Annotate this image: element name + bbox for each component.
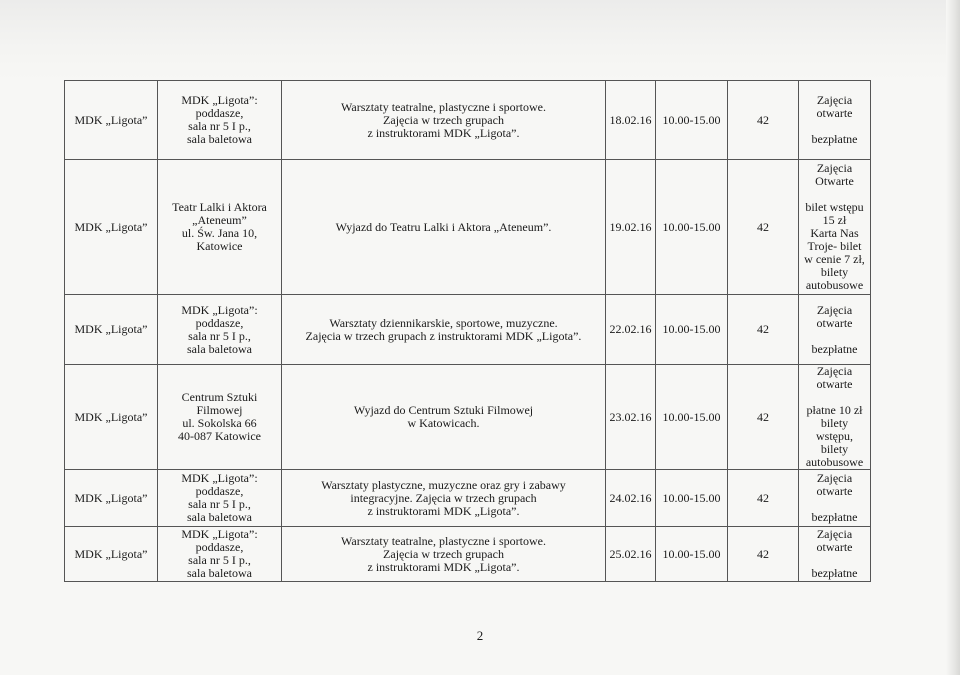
place-cell-line: sala baletowa xyxy=(187,510,252,524)
participants-cell: 42 xyxy=(728,160,799,295)
info-cell-line: Zajęcia xyxy=(816,93,853,107)
description-cell-line: z instruktorami MDK „Ligota”. xyxy=(367,125,520,140)
info-cell-line: Zajęcia xyxy=(816,471,853,485)
info-cell-line: autobusowe xyxy=(805,278,864,292)
time-cell: 10.00-15.00 xyxy=(656,365,728,470)
info-cell-line: bilety wstępu, xyxy=(816,416,853,443)
description-cell xyxy=(282,365,606,470)
schedule-table-body xyxy=(65,81,871,582)
organizer-cell: MDK „Ligota” xyxy=(65,527,158,582)
time-cell: 10.00-15.00 xyxy=(656,160,728,295)
place-cell-line: poddasze, xyxy=(195,540,244,554)
schedule-table xyxy=(64,80,871,582)
info-cell xyxy=(799,470,871,527)
place-cell-line: sala nr 5 I p., xyxy=(188,328,251,343)
date-cell: 23.02.16 xyxy=(606,365,656,470)
date-cell: 19.02.16 xyxy=(606,160,656,295)
place-cell xyxy=(158,365,282,470)
time-cell: 10.00-15.00 xyxy=(656,527,728,582)
place-cell-line: sala nr 5 I p., xyxy=(188,497,251,511)
place-cell-line: „Ateneum” xyxy=(192,213,247,227)
description-cell-line: Warsztaty dziennikarskie, sportowe, muzyczne. xyxy=(329,315,558,330)
place-cell-line: Katowice xyxy=(196,239,243,253)
description-cell xyxy=(282,81,606,160)
date-cell: 22.02.16 xyxy=(606,295,656,365)
place-cell-line: poddasze, xyxy=(195,484,244,498)
scan-artifact xyxy=(0,0,960,80)
description-cell-line: Warsztaty teatralne, plastyczne i sportowe. xyxy=(341,99,546,114)
place-cell-line: ul. Św. Jana 10, xyxy=(181,226,258,240)
info-cell-line: autobusowe xyxy=(805,455,864,469)
description-cell-line: z instruktorami MDK „Ligota”. xyxy=(367,503,520,518)
info-cell-line: bezpłatne xyxy=(811,132,858,146)
info-cell-line: Troje- bilet xyxy=(807,239,862,253)
description-cell xyxy=(282,527,606,582)
info-cell xyxy=(799,527,871,582)
date-cell: 24.02.16 xyxy=(606,470,656,527)
info-cell-line: Karta Nas xyxy=(810,226,859,240)
date-cell: 18.02.16 xyxy=(606,81,656,160)
organizer-cell: MDK „Ligota” xyxy=(65,365,158,470)
info-cell-line: otwarte xyxy=(816,315,853,330)
description-cell-line: Warsztaty teatralne, plastyczne i sportowe. xyxy=(341,533,546,548)
place-cell-line: 40-087 Katowice xyxy=(178,429,261,443)
place-cell-line: poddasze, xyxy=(195,315,244,330)
organizer-cell: MDK „Ligota” xyxy=(65,295,158,365)
place-cell xyxy=(158,295,282,365)
description-cell xyxy=(282,160,606,295)
place-cell-line: Centrum Sztuki xyxy=(181,390,258,404)
participants-cell: 42 xyxy=(728,295,799,365)
place-cell-line: Filmowej xyxy=(196,403,243,417)
info-cell-line: otwarte xyxy=(816,106,853,120)
place-cell xyxy=(158,527,282,582)
info-cell-line: Zajęcia xyxy=(816,302,853,317)
table-row xyxy=(65,365,871,470)
place-cell-line: poddasze, xyxy=(195,106,244,120)
table-row xyxy=(65,295,871,365)
place-cell-line: sala baletowa xyxy=(187,132,252,146)
info-cell-line: bezpłatne xyxy=(811,341,858,356)
date-cell: 25.02.16 xyxy=(606,527,656,582)
participants-cell: 42 xyxy=(728,365,799,470)
info-cell-line: Zajęcia xyxy=(816,161,853,175)
info-cell-line: płatne 10 zł xyxy=(806,403,863,417)
place-cell-line: sala baletowa xyxy=(187,566,252,580)
place-cell xyxy=(158,81,282,160)
info-cell-line: w cenie 7 zł, xyxy=(804,252,865,266)
info-cell-line: Zajęcia xyxy=(816,364,853,378)
description-cell-line: Wyjazd do Centrum Sztuki Filmowej xyxy=(353,403,534,417)
info-cell xyxy=(799,160,871,295)
info-cell-line xyxy=(801,330,868,343)
info-cell-line: bezpłatne xyxy=(811,566,858,580)
description-cell-line: z instruktorami MDK „Ligota”. xyxy=(367,559,520,574)
description-cell xyxy=(282,470,606,527)
info-cell-line: bilety xyxy=(820,265,849,279)
time-cell: 10.00-15.00 xyxy=(656,470,728,527)
info-cell-line: otwarte xyxy=(816,377,853,391)
time-cell: 10.00-15.00 xyxy=(656,81,728,160)
info-cell-line: bezpłatne xyxy=(811,510,858,524)
place-cell-line: sala nr 5 I p., xyxy=(188,119,251,133)
table-row xyxy=(65,81,871,160)
time-cell: 10.00-15.00 xyxy=(656,295,728,365)
info-cell xyxy=(799,365,871,470)
description-cell-line: w Katowicach. xyxy=(407,416,480,430)
participants-cell: 42 xyxy=(728,470,799,527)
page-edge-shadow xyxy=(946,0,960,675)
info-cell-line: bilet wstępu xyxy=(805,200,864,214)
place-cell-line: Teatr Lalki i Aktora xyxy=(172,200,267,214)
place-cell-line: ul. Sokolska 66 xyxy=(182,416,257,430)
table-row xyxy=(65,470,871,527)
place-cell-line: sala baletowa xyxy=(187,341,252,356)
place-cell xyxy=(158,470,282,527)
description-cell-line: Zajęcia w trzech grupach xyxy=(383,112,504,127)
description-cell-line: Zajęcia w trzech grupach z instruktorami MDK „Ligota”. xyxy=(305,328,582,343)
info-cell xyxy=(799,295,871,365)
description-cell-line: Warsztaty plastyczne, muzyczne oraz gry i zabawy xyxy=(321,477,566,492)
page-number: 2 xyxy=(476,628,484,643)
description-cell-line: Wyjazd do Teatru Lalki i Aktora „Ateneum”. xyxy=(335,219,552,234)
info-cell-line: Zajęcia xyxy=(816,527,853,541)
place-cell-line: MDK „Ligota”: xyxy=(181,471,258,485)
place-cell-line: MDK „Ligota”: xyxy=(181,302,258,317)
table-row xyxy=(65,160,871,295)
info-cell xyxy=(799,81,871,160)
place-cell-line: MDK „Ligota”: xyxy=(181,527,258,541)
table-row xyxy=(65,527,871,582)
participants-cell: 42 xyxy=(728,527,799,582)
info-cell-line: Otwarte xyxy=(815,174,854,188)
organizer-cell: MDK „Ligota” xyxy=(65,470,158,527)
place-cell-line: sala nr 5 I p., xyxy=(188,553,251,567)
description-cell-line: integracyjne. Zajęcia w trzech grupach xyxy=(350,490,537,505)
participants-cell: 42 xyxy=(728,81,799,160)
info-cell-line: otwarte xyxy=(816,484,853,498)
organizer-cell: MDK „Ligota” xyxy=(65,160,158,295)
info-cell-line: bilety xyxy=(820,442,849,456)
description-cell xyxy=(282,295,606,365)
place-cell xyxy=(158,160,282,295)
place-cell-line: MDK „Ligota”: xyxy=(181,93,258,107)
description-cell-line: Zajęcia w trzech grupach xyxy=(383,546,504,561)
info-cell-line: otwarte xyxy=(816,540,853,554)
info-cell-line: 15 zł xyxy=(822,213,847,227)
organizer-cell: MDK „Ligota” xyxy=(65,81,158,160)
